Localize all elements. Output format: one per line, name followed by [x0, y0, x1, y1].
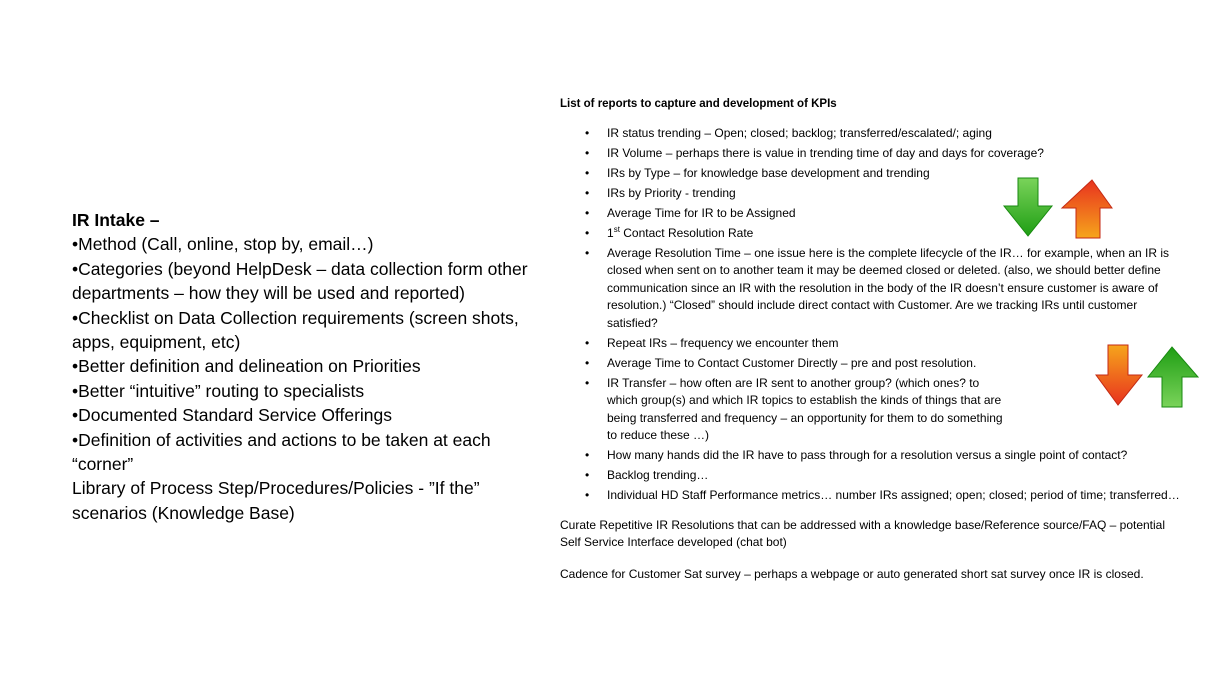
intake-line: •Better “intuitive” routing to specialists [72, 380, 365, 401]
kpi-item: • IR status trending – Open; closed; backlog; transferred/escalated/; aging [607, 125, 1180, 143]
cadence-paragraph: Cadence for Customer Sat survey – perhaps a webpage or auto generated short sat survey once IR is closed. [560, 566, 1144, 581]
kpi-item: • How many hands did the IR have to pass through for a resolution versus a single point of contact? [607, 447, 1180, 465]
kpi-item: • IR Volume – perhaps there is value in trending time of day and days for coverage? [607, 145, 1180, 163]
kpi-item: • Repeat IRs – frequency we encounter them [607, 335, 1180, 353]
ir-intake-panel [72, 208, 542, 525]
intake-line: •Better definition and delineation on Priorities [72, 356, 421, 377]
kpi-heading: List of reports to capture and development of KPIs [560, 98, 837, 110]
kpi-item: • Average Resolution Time – one issue here is the complete lifecycle of the IR… for example, when an IR is closed when sent on to another team it may be deemed closed or deleted. (also, we should better define communication since an IR with the resolution in the body of the IR doesn’t ensure customer is aware of resolution.) “Closed” should include direct contact with Customer. Are we tracking IRs until customer satisfied? [607, 245, 1180, 333]
curate-paragraph: Curate Repetitive IR Resolutions that can be addressed with a knowledge base/Reference source/FAQ – potential Self Service Interface developed (chat bot) [560, 517, 1166, 549]
kpi-item: • Backlog trending… [607, 467, 1180, 485]
kpi-item: • IRs by Type – for knowledge base development and trending [607, 165, 1180, 183]
kpi-item: • Average Time for IR to be Assigned [607, 205, 1180, 223]
first-contact-text: Contact Resolution Rate [623, 225, 754, 240]
kpi-reports-panel [560, 96, 1180, 583]
trend-arrows-bottom [1094, 343, 1204, 409]
first-contact-ordinal: st [613, 224, 620, 234]
intake-line: •Categories (beyond HelpDesk – data collection form other departments – how they will be used and reported) [72, 258, 528, 304]
intake-line: •Checklist on Data Collection requirements (screen shots, apps, equipment, etc) [72, 307, 519, 353]
arrow-down-orange-icon [1096, 345, 1142, 405]
arrow-up-green-icon [1148, 347, 1198, 407]
arrow-up-orange-icon [1062, 180, 1112, 238]
intake-line: •Method (Call, online, stop by, email…) [72, 234, 374, 255]
intake-line: Library of Process Step/Procedures/Policies - ”If the” scenarios (Knowledge Base) [72, 478, 480, 523]
kpi-item: • IR Transfer – how often are IR sent to another group? (which ones? to which group(s) and which IR topics to establish the kinds of things that are being transferred and frequency – an opportunity for them to do something to reduce these …) [607, 375, 1180, 445]
ir-intake-title: IR Intake – [72, 210, 160, 230]
kpi-item: • Individual HD Staff Performance metrics… number IRs assigned; open; closed; period of time; transferred… [607, 487, 1180, 505]
trend-arrows-top [1002, 176, 1118, 240]
intake-line: •Documented Standard Service Offerings [72, 405, 392, 426]
kpi-item: • IRs by Priority - trending [607, 185, 1180, 203]
kpi-item: • Average Time to Contact Customer Directly – pre and post resolution. [607, 355, 1180, 373]
intake-line: •Definition of activities and actions to be taken at each “corner” [72, 429, 491, 475]
first-contact-number: 1 [607, 225, 614, 240]
arrow-down-green-icon [1004, 178, 1052, 236]
